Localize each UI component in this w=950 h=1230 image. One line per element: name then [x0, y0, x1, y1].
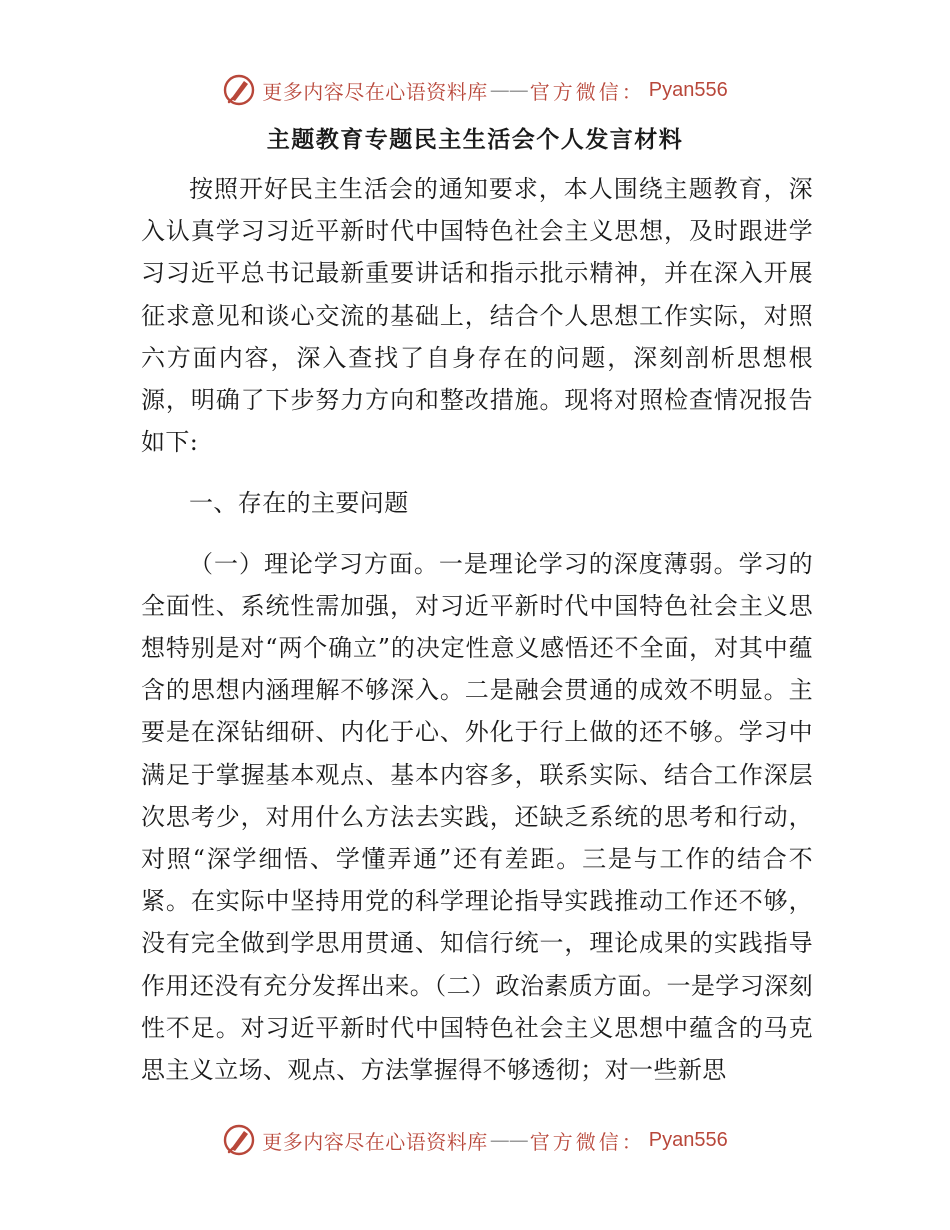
document-body	[141, 168, 813, 1091]
section-heading: 一、存在的主要问题	[189, 489, 409, 518]
quill-logo-icon	[222, 1123, 256, 1157]
watermark-wechat-label: 官方微信：	[529, 1129, 645, 1154]
quill-logo-icon	[222, 73, 256, 107]
watermark-wechat-id: Pyan556	[648, 78, 728, 101]
body-paragraph: （一）理论学习方面。一是理论学习的深度薄弱。学习的全面性、系统性需加强，对习近平新时代中国特色社会主义思想特别是对“两个确立”的决定性意义感悟还不全面，对其中蕴含的思想内涵理解不够深入。二是融会贯通的成效不明显。主要是在深钻细研、内化于心、外化于行上做的还不够。学习中满足于掌握基本观点、基本内容多，联系实际、结合工作深层次思考少，对用什么方法去实践，还缺乏系统的思考和行动，对照“深学细悟、学懂弄通”还有差距。三是与工作的结合不紧。在实际中坚持用党的科学理论指导实践推动工作还不够，没有完全做到学思用贯通、知信行统一，理论成果的实践指导作用还没有充分发挥出来。（二）政治素质方面。一是学习深刻性不足。对习近平新时代中国特色社会主义思想中蕴含的马克思主义立场、观点、方法掌握得不够透彻；对一些新思	[141, 549, 813, 1085]
watermark-wechat-label: 官方微信：	[529, 79, 645, 104]
watermark-wechat-id: Pyan556	[648, 1128, 728, 1151]
watermark-header	[0, 70, 950, 110]
intro-paragraph: 按照开好民主生活会的通知要求，本人围绕主题教育，深入认真学习习近平新时代中国特色社会主义思想，及时跟进学习习近平总书记最新重要讲话和指示批示精神，并在深入开展征求意见和谈心交流的基础上，结合个人思想工作实际，对照六方面内容，深入查找了自身存在的问题，深刻剖析思想根源，明确了下步努力方向和整改措施。现将对照检查情况报告如下:	[141, 175, 813, 457]
watermark-brand-text: 更多内容尽在心语资料库	[262, 79, 488, 104]
document-title: 主题教育专题民主生活会个人发言材料	[266, 126, 684, 153]
watermark-separator: ——	[489, 1128, 528, 1152]
watermark-separator: ——	[489, 78, 528, 102]
watermark-footer	[0, 1120, 950, 1160]
watermark-brand-text: 更多内容尽在心语资料库	[262, 1129, 488, 1154]
